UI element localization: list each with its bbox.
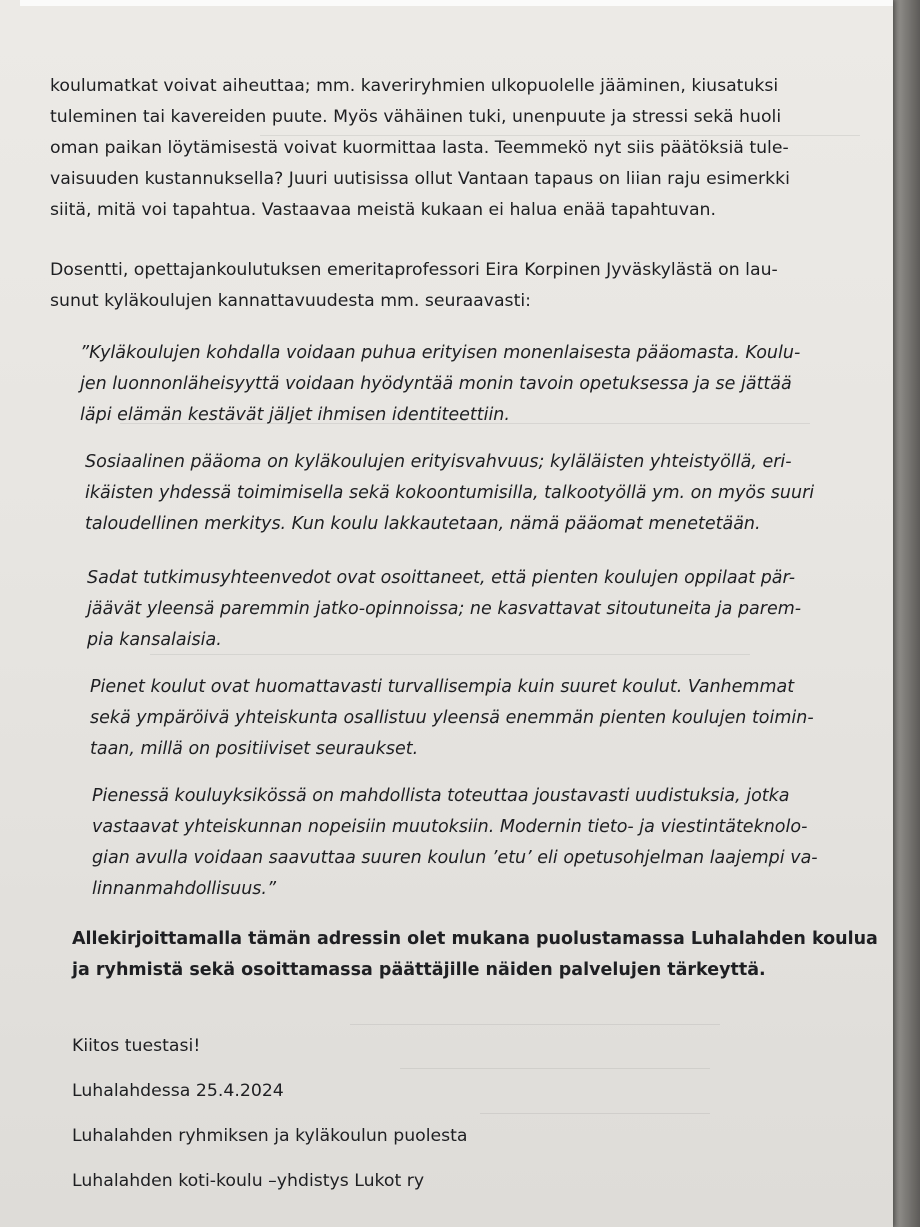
quote-line: pia kansalaisia. bbox=[87, 630, 222, 650]
intro-paragraph bbox=[50, 71, 790, 226]
association-line: Luhalahden koti-koulu –yhdistys Lukot ry bbox=[72, 1171, 425, 1191]
appeal-paragraph bbox=[72, 924, 878, 986]
quote-line: jäävät yleensä paremmin jatko-opinnoissa; ne kasvattavat sitoutuneita ja parem- bbox=[87, 599, 802, 619]
text-line: oman paikan löytämisestä voivat kuormittaa lasta. Teemmekö nyt siis päätöksiä tule- bbox=[50, 138, 789, 158]
quote-line: taloudellinen merkitys. Kun koulu lakkautetaan, nämä pääomat menetetään. bbox=[85, 514, 761, 534]
text-line: Dosentti, opettajankoulutuksen emeritaprofessori Eira Korpinen Jyväskylästä on lau- bbox=[50, 260, 778, 280]
quote-line: jen luonnonläheisyyttä voidaan hyödyntää monin tavoin opetuksessa ja se jättää bbox=[80, 374, 792, 394]
text-line: vaisuuden kustannuksella? Juuri uutisissa ollut Vantaan tapaus on liian raju esimerkki bbox=[50, 169, 790, 189]
quote-line: ”Kyläkoulujen kohdalla voidaan puhua erityisen monenlaisesta pääomasta. Koulu- bbox=[80, 343, 801, 363]
place-date-line: Luhalahdessa 25.4.2024 bbox=[72, 1081, 284, 1101]
appeal-line: ja ryhmistä sekä osoittamassa päättäjille näiden palvelujen tärkeyttä. bbox=[72, 960, 766, 980]
quote-line: linnanmahdollisuus.” bbox=[92, 879, 277, 899]
quote-paragraph bbox=[92, 781, 818, 905]
quote-line: Pienessä kouluyksikössä on mahdollista toteuttaa joustavasti uudistuksia, jotka bbox=[92, 786, 790, 806]
quote-line: sekä ympäröivä yhteiskunta osallistuu yleensä enemmän pienten koulujen toimin- bbox=[90, 708, 814, 728]
faint-ruling bbox=[350, 1024, 720, 1025]
quote-line: läpi elämän kestävät jäljet ihmisen identiteettiin. bbox=[80, 405, 510, 425]
text-line: koulumatkat voivat aiheuttaa; mm. kaveriryhmien ulkopuolelle jääminen, kiusatuksi bbox=[50, 76, 779, 96]
quote-paragraph bbox=[90, 672, 814, 765]
quote-paragraph bbox=[80, 338, 800, 431]
on-behalf-line: Luhalahden ryhmiksen ja kyläkoulun puolesta bbox=[72, 1126, 468, 1146]
paper-top-edge bbox=[20, 0, 893, 6]
thanks-line: Kiitos tuestasi! bbox=[72, 1036, 201, 1056]
faint-ruling bbox=[400, 1068, 710, 1069]
text-line: sunut kyläkoulujen kannattavuudesta mm. seuraavasti: bbox=[50, 291, 531, 311]
text-line: siitä, mitä voi tapahtua. Vastaavaa meistä kukaan ei halua enää tapahtuvan. bbox=[50, 200, 716, 220]
faint-ruling bbox=[480, 1113, 710, 1114]
quote-line: Sadat tutkimusyhteenvedot ovat osoittaneet, että pienten koulujen oppilaat pär- bbox=[87, 568, 796, 588]
text-line: tuleminen tai kavereiden puute. Myös vähäinen tuki, unenpuute ja stressi sekä huoli bbox=[50, 107, 782, 127]
quote-line: ikäisten yhdessä toimimisella sekä kokoontumisilla, talkootyöllä ym. on myös suuri bbox=[85, 483, 815, 503]
quote-paragraph bbox=[85, 447, 814, 540]
quote-paragraph bbox=[87, 563, 801, 656]
appeal-line: Allekirjoittamalla tämän adressin olet mukana puolustamassa Luhalahden koulua bbox=[72, 929, 878, 949]
quote-line: Pienet koulut ovat huomattavasti turvallisempia kuin suuret koulut. Vanhemmat bbox=[90, 677, 795, 697]
citation-intro-paragraph bbox=[50, 255, 778, 317]
quote-line: vastaavat yhteiskunnan nopeisiin muutoksiin. Modernin tieto- ja viestintäteknolo- bbox=[92, 817, 808, 837]
quote-line: Sosiaalinen pääoma on kyläkoulujen erityisvahvuus; kyläläisten yhteistyöllä, eri- bbox=[85, 452, 792, 472]
quote-line: gian avulla voidaan saavuttaa suuren koulun ’etu’ eli opetusohjelman laajempi va- bbox=[92, 848, 818, 868]
quote-line: taan, millä on positiiviset seuraukset. bbox=[90, 739, 419, 759]
